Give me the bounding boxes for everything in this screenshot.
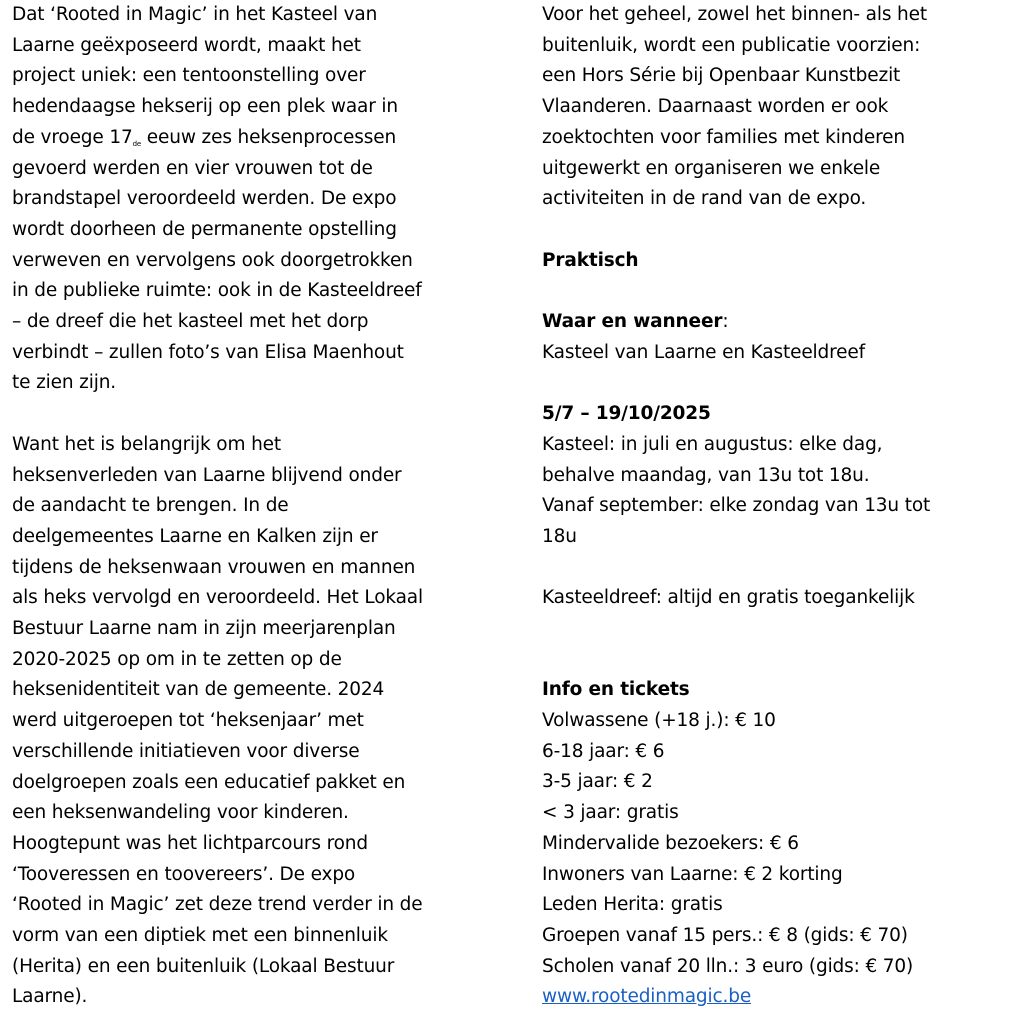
website-line	[542, 982, 1004, 1013]
text-line: Bestuur Laarne nam in zijn meerjarenplan	[12, 618, 396, 640]
text-line	[12, 123, 482, 154]
info-heading: Info en tickets	[542, 679, 690, 701]
waar-heading-line	[542, 307, 1004, 338]
text-line: Voor het geheel, zowel het binnen- als het	[542, 4, 927, 25]
text-line: tijdens de heksenwaan vrouwen en mannen	[12, 556, 416, 578]
text-line: een heksenwandeling voor kinderen.	[12, 802, 349, 824]
publication-paragraph	[542, 0, 1004, 1013]
ticket-line: Mindervalide bezoekers: € 6	[542, 832, 799, 854]
text-line: vorm van een diptiek met een binnenluik	[12, 925, 388, 947]
text-line: (Herita) en een buitenluik (Lokaal Bestuur	[12, 955, 395, 977]
waar-heading: Waar en wanneer	[542, 311, 723, 332]
text-line: verbindt – zullen foto’s van Elisa Maenhout	[12, 341, 404, 363]
paragraph-spacer	[542, 614, 1004, 645]
text-line: brandstapel veroordeeld werden. De expo	[12, 188, 397, 210]
paragraph-spacer	[542, 215, 1004, 246]
paragraph-spacer	[542, 276, 1004, 307]
ticket-line: Inwoners van Laarne: € 2 korting	[542, 863, 843, 885]
hours-line: Kasteel: in juli en augustus: elke dag,	[542, 433, 883, 455]
text-line: heksenidentiteit van de gemeente. 2024	[12, 679, 385, 701]
text-line: buitenluik, wordt een publicatie voorzien:	[542, 34, 921, 56]
right-column	[542, 0, 1004, 1013]
ordinal-superscript: de	[132, 139, 142, 148]
paragraph-spacer	[542, 553, 1004, 584]
location-text: Kasteel van Laarne en Kasteeldreef	[542, 341, 866, 363]
text-line: Vlaanderen. Daarnaast worden er ook	[542, 96, 889, 118]
text-line: ‘Rooted in Magic’ zet deze trend verder in de	[12, 894, 423, 916]
text-line: een Hors Série bij Openbaar Kunstbezit	[542, 65, 901, 87]
text-line: deelgemeentes Laarne en Kalken zijn er	[12, 525, 378, 547]
ticket-line: 3-5 jaar: € 2	[542, 771, 653, 793]
praktisch-heading: Praktisch	[542, 249, 639, 271]
hours-line: Vanaf september: elke zondag van 13u tot	[542, 495, 931, 517]
text-line: in de publieke ruimte: ook in de Kasteeldreef	[12, 280, 422, 302]
hours-line: behalve maandag, van 13u tot 18u.	[542, 464, 870, 486]
paragraph-spacer	[542, 645, 1004, 676]
text-line-part: eeuw zes heksenprocessen	[141, 126, 397, 148]
ticket-line: Leden Herita: gratis	[542, 894, 723, 916]
text-line: Want het is belangrijk om het	[12, 433, 281, 455]
text-line: gevoerd werden en vier vrouwen tot de	[12, 157, 373, 179]
ticket-line: 6-18 jaar: € 6	[542, 740, 665, 762]
paragraph-spacer	[12, 399, 482, 430]
hours-line: 18u	[542, 525, 577, 547]
text-line: zoektochten voor families met kinderen	[542, 126, 905, 148]
text-line: wordt doorheen de permanente opstelling	[12, 218, 397, 240]
ticket-line: Scholen vanaf 20 lln.: 3 euro (gids: € 70)	[542, 955, 914, 977]
text-line: hedendaagse hekserij op een plek waar in	[12, 96, 398, 118]
website-link[interactable]: www.rootedinmagic.be	[542, 986, 752, 1008]
waar-colon: :	[722, 311, 729, 332]
text-line-part: de vroege 17	[12, 126, 133, 148]
text-line: Laarne).	[12, 986, 88, 1008]
text-line: verweven en vervolgens ook doorgetrokken	[12, 249, 413, 271]
text-line: project uniek: een tentoonstelling over	[12, 65, 366, 87]
text-line: verschillende initiatieven voor diverse	[12, 740, 360, 762]
text-line: uitgewerkt en organiseren we enkele	[542, 157, 881, 179]
text-line: als heks vervolgd en veroordeeld. Het Lokaal	[12, 587, 423, 609]
text-line: te zien zijn.	[12, 372, 117, 394]
ticket-line: < 3 jaar: gratis	[542, 802, 679, 824]
ticket-line: Groepen vanaf 15 pers.: € 8 (gids: € 70)	[542, 925, 908, 946]
paragraph-spacer	[542, 368, 1004, 399]
text-line: Hoogtepunt was het lichtparcours rond	[12, 832, 368, 854]
text-line: ‘Tooveressen en toovereers’. De expo	[12, 863, 356, 885]
text-line: activiteiten in de rand van de expo.	[542, 188, 867, 210]
ticket-line: Volwassene (+18 j.): € 10	[542, 710, 776, 732]
text-line: heksenverleden van Laarne blijvend onder	[12, 464, 402, 486]
intro-paragraph	[12, 0, 482, 1013]
text-line: – de dreef die het kasteel met het dorp	[12, 311, 369, 333]
dates-heading: 5/7 – 19/10/2025	[542, 403, 711, 425]
text-line: doelgroepen zoals een educatief pakket en	[12, 771, 406, 793]
text-line: Laarne geëxposeerd wordt, maakt het	[12, 34, 361, 56]
text-line: Dat ‘Rooted in Magic’ in het Kasteel van	[12, 4, 378, 25]
left-column	[12, 0, 482, 1013]
text-line: 2020-2025 op om in te zetten op de	[12, 648, 342, 670]
kasteeldreef-text: Kasteeldreef: altijd en gratis toegankelijk	[542, 587, 915, 609]
text-line: werd uitgeroepen tot ‘heksenjaar’ met	[12, 710, 364, 732]
text-line: de aandacht te brengen. In de	[12, 495, 289, 517]
